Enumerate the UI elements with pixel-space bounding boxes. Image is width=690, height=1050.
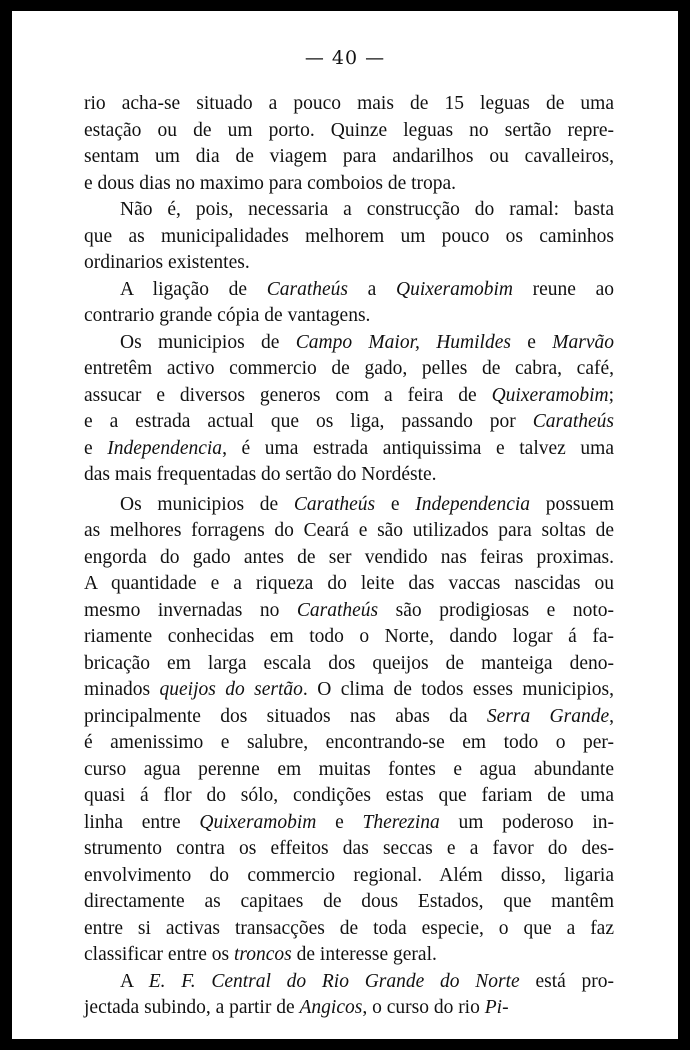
- text-line: Os municipios de Caratheús e Independencia possuem: [120, 493, 615, 515]
- text-line: assucar e diversos generos com a feira de Quixeramobim;: [84, 384, 614, 406]
- text-line: das mais frequentadas do sertão do Nordéste.: [84, 464, 437, 485]
- text-line: directamente as capitaes de dous Estados, que mantêm: [84, 891, 614, 912]
- italic-term: Caratheús: [532, 411, 614, 432]
- text-line: A ligação de Caratheús a Quixeramobim reune ao: [120, 278, 615, 300]
- italic-term: Caratheús: [293, 493, 376, 515]
- italic-term: Quixeramobim: [395, 278, 513, 300]
- italic-term: Campo Maior, Humildes: [295, 331, 511, 353]
- italic-term: Caratheús: [266, 278, 348, 300]
- paragraph: [84, 197, 614, 277]
- text-line: linha entre Quixeramobim e Therezina um poderoso in-: [84, 811, 614, 833]
- text-line: A E. F. Central do Rio Grande do Norte está pro-: [120, 970, 614, 992]
- text-line: riamente conhecidas em todo o Norte, dando logar á fa-: [84, 626, 614, 647]
- text-line: e a estrada actual que os liga, passando por Caratheús: [84, 411, 614, 432]
- text-line: jectada subindo, a partir de Angicos, o curso do rio Pi-: [84, 997, 509, 1018]
- italic-term: Caratheús: [296, 599, 379, 621]
- text-line: Não é, pois, necessaria a construcção do ramal: basta: [120, 199, 614, 220]
- text-line: as melhores forragens do Ceará e são utilizados para soltas de: [84, 520, 614, 541]
- text-line: ordinarios existentes.: [84, 252, 250, 273]
- text-line: sentam um dia de viagem para andarilhos ou cavalleiros,: [84, 146, 614, 167]
- text-line: principalmente dos situados nas abas da Serra Grande,: [84, 705, 614, 727]
- italic-term: Independencia: [415, 493, 531, 515]
- text-line: envolvimento do commercio regional. Além disso, ligaria: [84, 864, 614, 886]
- paragraph: [84, 492, 614, 969]
- text-line: A quantidade e a riqueza do leite das vaccas nascidas ou: [84, 573, 614, 594]
- text-line: classificar entre os troncos de interesse geral.: [84, 944, 437, 965]
- text-line: é amenissimo e salubre, encontrando-se em todo o per-: [84, 732, 614, 753]
- text-line: rio acha-se situado a pouco mais de 15 leguas de uma: [84, 93, 614, 114]
- italic-term: Pi-: [484, 997, 509, 1018]
- text-line: minados queijos do sertão. O clima de todos esses municipios,: [84, 679, 614, 700]
- italic-term: Angicos: [299, 997, 363, 1018]
- italic-term: queijos do sertão: [159, 679, 303, 700]
- italic-term: Independencia: [107, 437, 223, 459]
- body-text: [84, 91, 614, 1022]
- paragraph: [84, 969, 614, 1022]
- text-line: strumento contra os effeitos das seccas e a favor do des-: [84, 838, 614, 859]
- text-line: bricação em larga escala dos queijos de manteiga deno-: [84, 652, 614, 674]
- text-line: estação ou de um porto. Quinze leguas no sertão repre-: [84, 119, 614, 141]
- book-page: [12, 11, 678, 1039]
- text-line: quasi á flor do sólo, condições estas que fariam de uma: [84, 785, 614, 806]
- text-line: que as municipalidades melhorem um pouco os caminhos: [84, 225, 614, 247]
- italic-term: Serra Grande: [486, 705, 610, 727]
- text-line: entre si activas transacções de toda especie, o que a faz: [84, 917, 614, 939]
- text-line: entretêm activo commercio de gado, pelles de cabra, café,: [84, 358, 614, 379]
- paragraph: [84, 330, 614, 489]
- text-line: curso agua perenne em muitas fontes e agua abundante: [84, 758, 614, 780]
- italic-term: E. F. Central do Rio Grande do Norte: [148, 970, 520, 992]
- text-line: e Independencia, é uma estrada antiquissima e talvez uma: [84, 437, 614, 459]
- text-line: contrario grande cópia de vantagens.: [84, 305, 371, 326]
- italic-term: Therezina: [362, 811, 440, 833]
- text-line: Os municipios de Campo Maior, Humildes e Marvão: [120, 331, 614, 353]
- text-line: mesmo invernadas no Caratheús são prodigiosas e noto-: [84, 599, 614, 621]
- italic-term: Marvão: [552, 331, 614, 353]
- text-line: e dous dias no maximo para comboios de tropa.: [84, 172, 457, 194]
- paragraph: [84, 277, 614, 330]
- italic-term: Quixeramobim: [491, 384, 609, 406]
- italic-term: Quixeramobim: [199, 811, 317, 833]
- text-line: engorda do gado antes de ser vendido nas feiras proximas.: [84, 546, 614, 568]
- italic-term: troncos: [233, 944, 292, 965]
- page-number: — 40 —: [304, 47, 386, 69]
- paragraph: [84, 91, 614, 197]
